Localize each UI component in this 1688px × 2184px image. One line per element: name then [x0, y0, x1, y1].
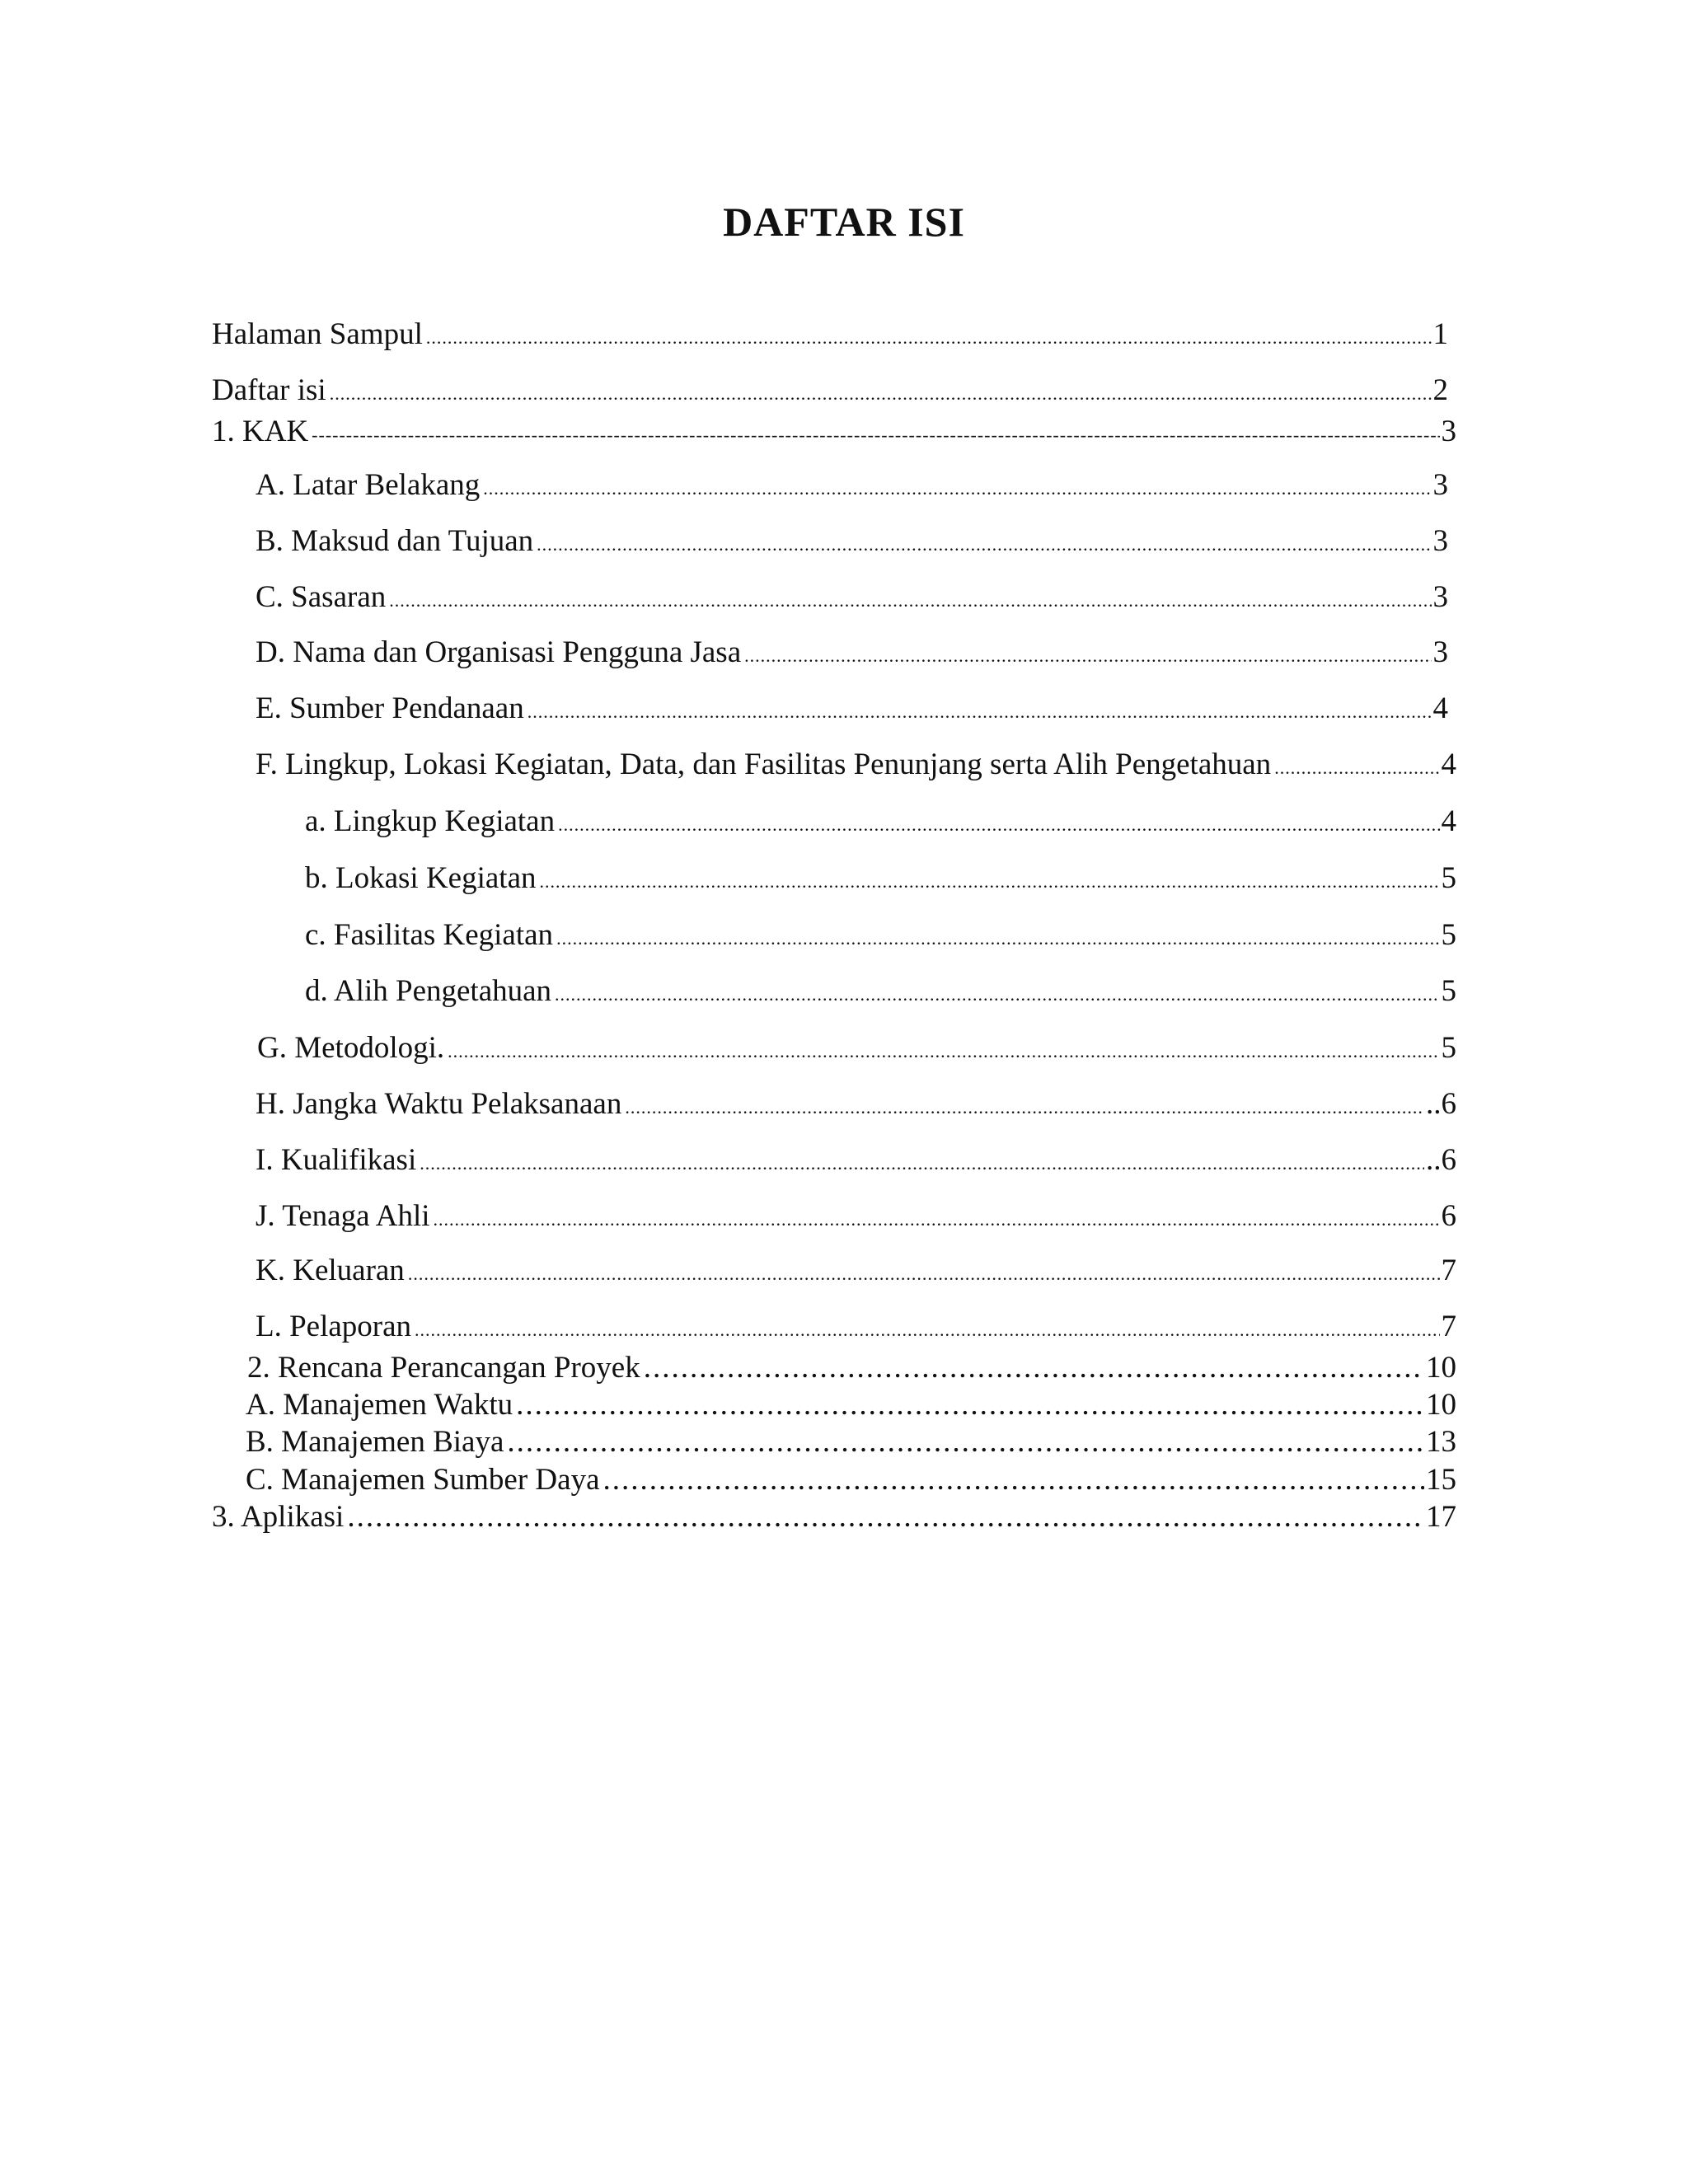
- toc-leader: [1274, 750, 1439, 786]
- toc-entry-page: 3: [1432, 524, 1448, 558]
- toc-entry: [256, 691, 1448, 730]
- toc-entry: [256, 1309, 1456, 1348]
- toc-leader: [603, 1462, 1425, 1498]
- toc-entry: [256, 747, 1456, 786]
- toc-leader: [507, 1424, 1424, 1460]
- toc-entry-page: 4: [1432, 691, 1448, 725]
- toc-entry-label: Daftar isi: [212, 373, 326, 407]
- toc-leader: [516, 1387, 1424, 1423]
- toc-entry-label: H. Jangka Waktu Pelaksanaan: [256, 1087, 622, 1121]
- toc-entry-page: 4: [1441, 804, 1456, 838]
- toc-leader: [408, 1256, 1440, 1292]
- toc-entry: [256, 467, 1448, 507]
- toc-entry: [256, 1142, 1456, 1182]
- toc-entry-label: d. Alih Pengetahuan: [305, 974, 552, 1008]
- toc-entry: [212, 316, 1448, 356]
- toc-entry: [256, 635, 1448, 674]
- toc-entry: [246, 1387, 1456, 1423]
- toc-entry-page: 2: [1432, 373, 1448, 407]
- toc-leader: [644, 1350, 1424, 1386]
- toc-entry-label: F. Lingkup, Lokasi Kegiatan, Data, dan Fasilitas Penunjang serta Alih Pengetahuan: [256, 748, 1272, 781]
- toc-entry-label: a. Lingkup Kegiatan: [305, 804, 556, 838]
- toc-entry: [256, 523, 1448, 563]
- toc-entry-page: 17: [1426, 1500, 1456, 1534]
- toc-entry: [212, 414, 1456, 453]
- toc-entry-label: L. Pelaporan: [256, 1310, 412, 1343]
- toc-entry-label: b. Lokasi Kegiatan: [305, 861, 537, 895]
- toc-entry-label: I. Kualifikasi: [256, 1143, 417, 1177]
- toc-leader: [434, 1202, 1440, 1238]
- toc-leader: [483, 471, 1431, 507]
- toc-entry-page: ..6: [1426, 1087, 1456, 1121]
- toc-entry: [305, 917, 1456, 957]
- toc-leader: [330, 376, 1432, 412]
- toc-entry: [212, 1499, 1456, 1535]
- toc-leader: [426, 320, 1432, 356]
- toc-entry-page: 1: [1432, 317, 1448, 351]
- toc-entry-page: 6: [1441, 1199, 1456, 1233]
- toc-entry-page: 13: [1426, 1425, 1456, 1459]
- toc-entry-label: B. Maksud dan Tujuan: [256, 524, 534, 558]
- toc-entry-page: 10: [1426, 1388, 1456, 1422]
- toc-entry-page: 7: [1441, 1310, 1456, 1343]
- toc-leader: [347, 1499, 1424, 1535]
- toc-entry-page: 5: [1441, 918, 1456, 952]
- toc-entry-page: 5: [1441, 1031, 1456, 1065]
- toc-entry: [247, 1350, 1456, 1386]
- toc-entry-page: 10: [1426, 1351, 1456, 1385]
- toc-entry-label: E. Sumber Pendanaan: [256, 691, 524, 725]
- toc-entry: [257, 1030, 1456, 1070]
- toc-entry-page: 3: [1432, 468, 1448, 502]
- toc-leader: [625, 1090, 1424, 1126]
- toc-entry-label: A. Latar Belakang: [256, 468, 481, 502]
- toc-entry-label: C. Sasaran: [256, 580, 387, 614]
- toc-entry-page: 5: [1441, 974, 1456, 1008]
- toc-entry-page: 15: [1426, 1463, 1456, 1497]
- toc-entry-label: 1. KAK: [212, 415, 309, 448]
- toc-entry-label: G. Metodologi.: [257, 1031, 445, 1065]
- toc-entry-label: D. Nama dan Organisasi Pengguna Jasa: [256, 635, 742, 669]
- toc-entry-label: 2. Rencana Perancangan Proyek: [247, 1351, 640, 1385]
- page-title: DAFTAR ISI: [723, 199, 965, 245]
- toc-entry-page: 4: [1441, 748, 1456, 781]
- toc-leader: [744, 638, 1431, 674]
- toc-entry-page: ..6: [1426, 1143, 1456, 1177]
- toc-entry: [246, 1462, 1456, 1498]
- toc-entry: [305, 973, 1456, 1013]
- toc-entry: [256, 1198, 1456, 1238]
- toc-entry-label: K. Keluaran: [256, 1254, 405, 1287]
- toc-leader: [556, 921, 1439, 957]
- toc-entry-label: B. Manajemen Biaya: [246, 1425, 504, 1459]
- toc-leader: [528, 694, 1432, 730]
- toc-entry-page: 5: [1441, 861, 1456, 895]
- toc-leader: [537, 527, 1431, 563]
- toc-leader: [415, 1312, 1439, 1348]
- toc-leader: [540, 864, 1440, 900]
- toc-entry: [246, 1424, 1456, 1460]
- toc-leader: [448, 1033, 1439, 1070]
- toc-entry-label: A. Manajemen Waktu: [246, 1388, 513, 1422]
- toc-leader: [389, 583, 1431, 619]
- toc-entry: [256, 579, 1448, 619]
- toc-entry: [305, 860, 1456, 900]
- toc-entry: [256, 1086, 1456, 1126]
- toc-entry-label: 3. Aplikasi: [212, 1500, 345, 1534]
- toc-leader: [312, 417, 1439, 453]
- toc-leader: [558, 807, 1439, 843]
- toc-entry: [212, 373, 1448, 412]
- toc-leader: [420, 1146, 1424, 1182]
- toc-entry-label: J. Tenaga Ahli: [256, 1199, 430, 1233]
- toc-entry: [256, 1253, 1456, 1292]
- toc-entry: [305, 804, 1456, 843]
- toc-leader: [555, 977, 1439, 1013]
- toc-entry-page: 3: [1432, 580, 1448, 614]
- toc-entry-page: 7: [1441, 1254, 1456, 1287]
- toc-entry-label: Halaman Sampul: [212, 317, 423, 351]
- toc-entry-label: c. Fasilitas Kegiatan: [305, 918, 554, 952]
- toc-entry-page: 3: [1432, 635, 1448, 669]
- toc-entry-label: C. Manajemen Sumber Daya: [246, 1463, 600, 1497]
- toc-entry-page: 3: [1441, 415, 1456, 448]
